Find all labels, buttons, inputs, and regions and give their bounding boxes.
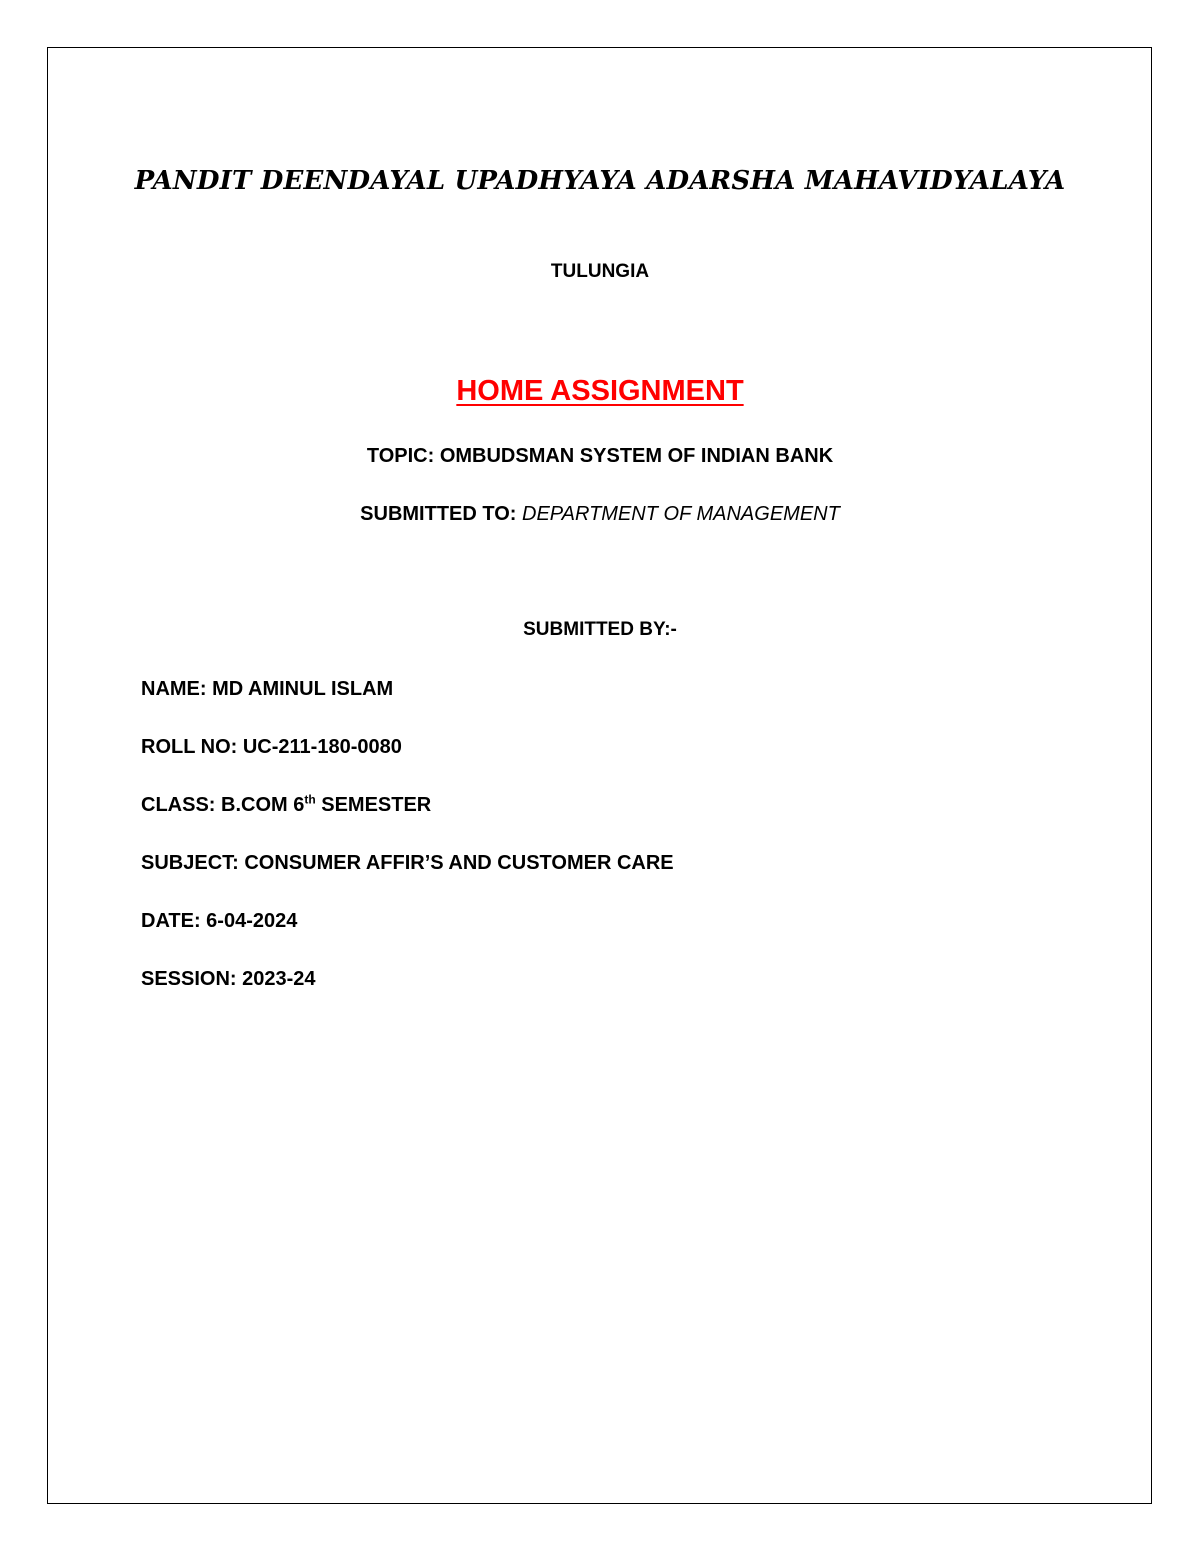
class-prefix: CLASS: B.COM 6	[141, 794, 305, 816]
college-name: PANDIT DEENDAYAL UPADHYAYA ADARSHA MAHAVIDYALAYA	[134, 166, 1066, 196]
submitted-by-label: SUBMITTED BY:-	[523, 619, 677, 640]
class-info	[141, 794, 431, 817]
roll-number: ROLL NO: UC-211-180-0080	[141, 736, 402, 758]
date: DATE: 6-04-2024	[141, 910, 298, 932]
submitted-to-value: DEPARTMENT OF MANAGEMENT	[522, 503, 840, 525]
place-name: TULUNGIA	[550, 261, 650, 282]
assignment-topic: TOPIC: OMBUDSMAN SYSTEM OF INDIAN BANK	[366, 445, 834, 467]
assignment-heading: HOME ASSIGNMENT	[456, 375, 744, 407]
subject: SUBJECT: CONSUMER AFFIR’S AND CUSTOMER CARE	[141, 852, 674, 874]
student-name: NAME: MD AMINUL ISLAM	[141, 678, 394, 700]
class-superscript: th	[304, 792, 316, 807]
class-suffix: SEMESTER	[315, 794, 432, 816]
submitted-to	[0, 503, 1200, 526]
session: SESSION: 2023-24	[141, 968, 316, 990]
submitted-to-label: SUBMITTED TO:	[360, 503, 517, 525]
